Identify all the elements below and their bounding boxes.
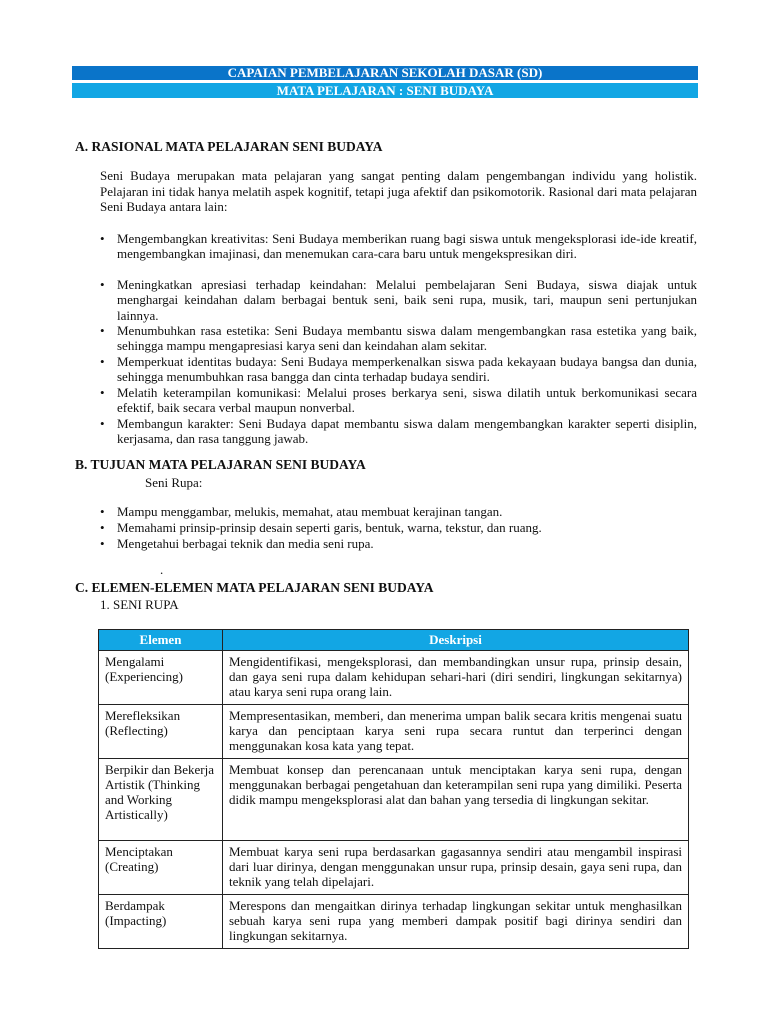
list-item-text: Mampu menggambar, melukis, memahat, atau membuat kerajinan tangan. (117, 504, 503, 519)
bullet-icon: • (100, 323, 105, 338)
list-item-text: Mengetahui berbagai teknik dan media seni rupa. (117, 536, 374, 551)
list-item (100, 504, 697, 520)
table-row (99, 651, 689, 705)
list-item (100, 385, 697, 416)
list-item (100, 354, 697, 385)
table-row (99, 895, 689, 949)
table-cell-deskripsi: Membuat konsep dan perencanaan untuk menciptakan karya seni rupa, dengan menggunakan berbagai pengetahuan dan keterampilan seni rupa yang dimiliki. Peserta didik mampu mengeksplorasi alat dan bahan yang tersedia di lingkungan sekitar. (223, 759, 689, 841)
list-item (100, 520, 697, 536)
section-a-bullet-list (100, 231, 697, 447)
section-b-subtitle: Seni Rupa: (145, 475, 203, 490)
section-b-bullet-list (100, 504, 697, 552)
list-item-text: Mengembangkan kreativitas: Seni Budaya memberikan ruang bagi siswa untuk mengeksplorasi ide-ide kreatif, mengembangkan imajinasi, dan menemukan cara-cara baru untuk mengekspresikan diri. (117, 231, 697, 262)
bullet-icon: • (100, 504, 105, 519)
bullet-icon: • (100, 385, 105, 400)
list-item-text: Melatih keterampilan komunikasi: Melalui proses berkarya seni, siswa dilatih untuk berkomunikasi secara efektif, baik secara verbal maupun nonverbal. (117, 385, 697, 416)
list-item-text: Memperkuat identitas budaya: Seni Budaya memperkenalkan siswa pada kekayaan budaya bangsa dan dunia, sehingga menumbuhkan rasa bangga dan cinta terhadap budaya sendiri. (117, 354, 697, 385)
table-cell-elemen: Berdampak (Impacting) (99, 895, 223, 949)
section-a-intro: Seni Budaya merupakan mata pelajaran yang sangat penting dalam pengembangan individu yang holistik. Pelajaran ini tidak hanya melatih aspek kognitif, tetapi juga afektif dan psikomotorik. Rasional dari mata pelajaran Seni Budaya antara lain: (100, 168, 697, 214)
list-item-text: Memahami prinsip-prinsip desain seperti garis, bentuk, warna, tekstur, dan ruang. (117, 520, 542, 535)
table-cell-deskripsi: Mengidentifikasi, mengeksplorasi, dan membandingkan unsur rupa, prinsip desain, dan gaya seni rupa dalam kehidupan sehari-hari (diri sendiri, lingkungan sekitarnya) atau karya seni rupa orang lain. (223, 651, 689, 705)
list-item (100, 277, 697, 323)
list-item (100, 323, 697, 354)
bullet-icon: • (100, 277, 105, 292)
section-c-heading: C. ELEMEN-ELEMEN MATA PELAJARAN SENI BUDAYA (75, 580, 434, 595)
bullet-icon: • (100, 536, 105, 551)
bullet-icon: • (100, 416, 105, 431)
subject-banner: MATA PELAJARAN : SENI BUDAYA (72, 83, 698, 98)
table-row (99, 841, 689, 895)
table-header-deskripsi: Deskripsi (223, 630, 689, 651)
table-header-row (99, 630, 689, 651)
subsection-seni-rupa: 1. SENI RUPA (100, 597, 179, 612)
table-cell-elemen: Menciptakan (Creating) (99, 841, 223, 895)
list-item (100, 231, 697, 277)
list-item-text: Meningkatkan apresiasi terhadap keindahan: Melalui pembelajaran Seni Budaya, siswa diajak untuk menghargai keindahan dalam berbagai bentuk seni, baik seni rupa, musik, tari, maupun seni pertunjukan lainnya. (117, 277, 697, 323)
table-cell-deskripsi: Membuat karya seni rupa berdasarkan gagasannya sendiri atau mengambil inspirasi dari luar dirinya, dengan menggunakan unsur rupa, prinsip desain, gaya seni rupa, dan teknik yang telah dipelajari. (223, 841, 689, 895)
table-cell-deskripsi: Merespons dan mengaitkan dirinya terhadap lingkungan sekitar untuk menghasilkan sebuah karya seni rupa yang memberi dampak positif bagi dirinya sendiri dan lingkungan sekitarnya. (223, 895, 689, 949)
table-cell-elemen: Mengalami (Experiencing) (99, 651, 223, 705)
stray-dot: . (160, 562, 164, 577)
bullet-icon: • (100, 520, 105, 535)
list-item (100, 536, 697, 552)
title-banner: CAPAIAN PEMBELAJARAN SEKOLAH DASAR (SD) (72, 66, 698, 80)
table-cell-elemen: Berpikir dan Bekerja Artistik (Thinking and Working Artistically) (99, 759, 223, 841)
table-cell-deskripsi: Mempresentasikan, memberi, dan menerima umpan balik secara kritis mengenai suatu karya dan penciptaan karya seni rupa secara runtut dan terperinci dengan menggunakan kosa kata yang tepat. (223, 705, 689, 759)
section-a-heading: A. RASIONAL MATA PELAJARAN SENI BUDAYA (75, 139, 383, 154)
list-item-text: Menumbuhkan rasa estetika: Seni Budaya membantu siswa dalam mengembangkan rasa estetika yang baik, sehingga mampu mengapresiasi karya seni dan keindahan alam sekitar. (117, 323, 697, 354)
table-row (99, 705, 689, 759)
elements-table (98, 629, 689, 949)
table-header-elemen: Elemen (99, 630, 223, 651)
list-item-text: Membangun karakter: Seni Budaya dapat membantu siswa dalam mengembangkan karakter seperti disiplin, kerjasama, dan rasa tanggung jawab. (117, 416, 697, 447)
bullet-icon: • (100, 354, 105, 369)
list-item (100, 416, 697, 447)
bullet-icon: • (100, 231, 105, 246)
table-cell-elemen: Merefleksikan (Reflecting) (99, 705, 223, 759)
section-b-heading: B. TUJUAN MATA PELAJARAN SENI BUDAYA (75, 457, 366, 472)
table-row (99, 759, 689, 841)
